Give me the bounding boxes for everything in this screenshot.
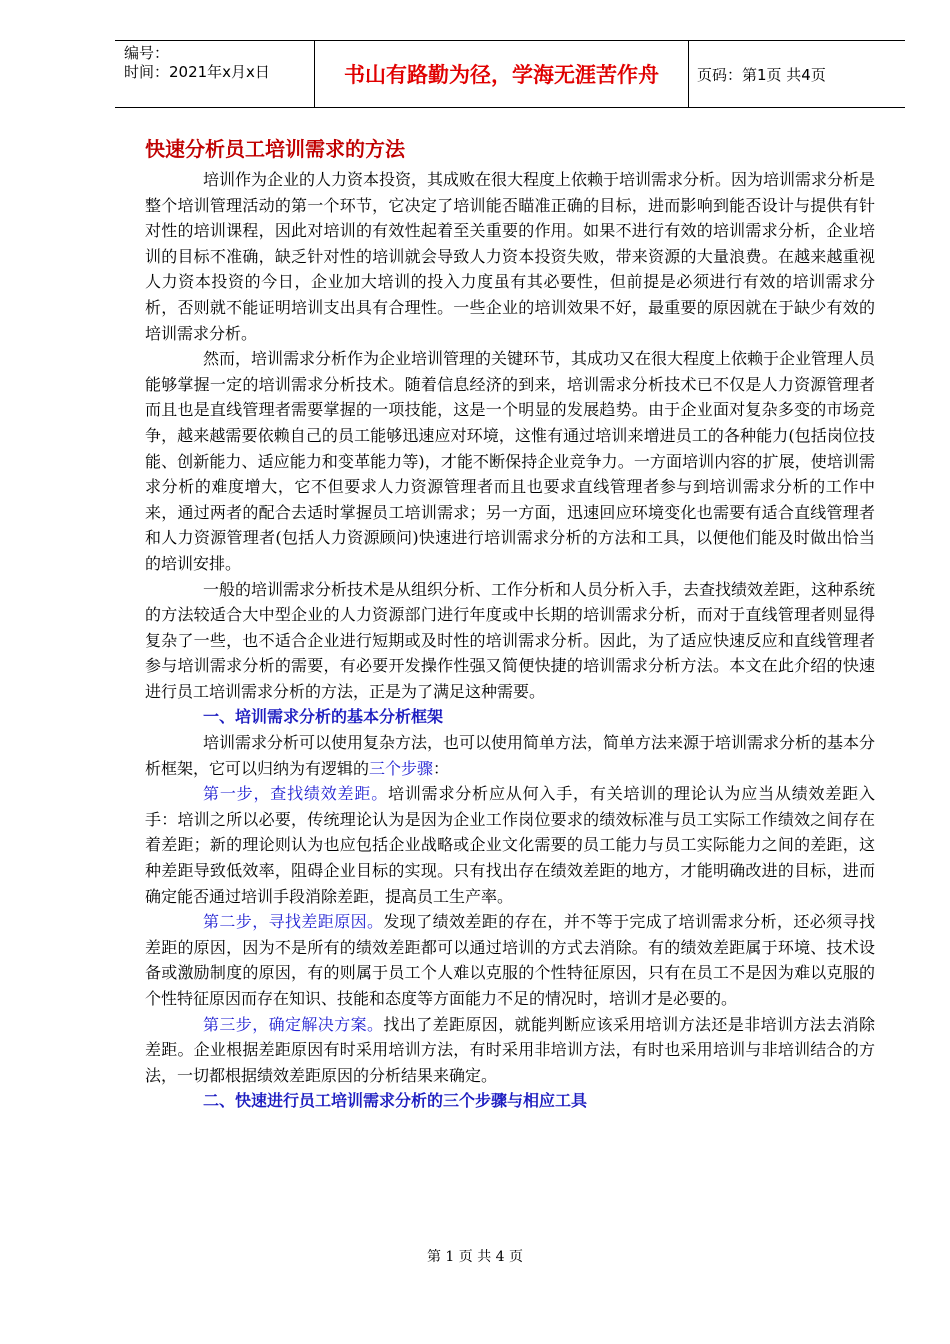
section-heading-1: 一、培训需求分析的基本分析框架 <box>203 707 444 727</box>
paragraph-4-end: ： <box>433 758 450 778</box>
paragraph-2: 然而，培训需求分析作为企业培训管理的关键环节，其成功又在很大程度上依赖于企业管理人员能够掌握一定的培训需求分析技术。随着信息经济的到来，培训需求分析技术已不仅是人力资源管理者而且也是直线管理者需要掌握的一项技能，这是一个明显的发展趋势。由于企业面对复杂多变的市场竞争，越来越需要依赖自己的员工能够迅速应对环境，这惟有通过培训来增进员工的各种能力(包括岗位技能、创新能力、适应能力和变革能力等)，才能不断保持企业竞争力。一方面培训内容的扩展，使培训需求分析的难度增大，它不但要求人力资源管理者而且也要求直线管理者参与到培训需求分析的工作中来，通过两者的配合去适时掌握员工培训需求；另一方面，迅速回应环境变化也需要有适合直线管理者和人力资源管理者(包括人力资源顾问)快速进行培训需求分析的方法和工具，以便他们能及时做出恰当的培训安排。 <box>145 349 876 573</box>
time-label: 时间：2021年x月x日 <box>124 63 270 81</box>
step-3-paragraph <box>145 1012 875 1089</box>
paragraph-3: 一般的培训需求分析技术是从组织分析、工作分析和人员分析入手，去查找绩效差距，这种系统的方法较适合大中型企业的人力资源部门进行年度或中长期的培训需求分析，而对于直线管理者则显得复杂了一些，也不适合企业进行短期或及时性的培训需求分析。因此，为了适应快速反应和直线管理者参与培训需求分析的需要，有必要开发操作性强又简便快捷的培训需求分析方法。本文在此介绍的快速进行员工培训需求分析的方法，正是为了满足这种需要。 <box>145 579 876 701</box>
three-steps-link[interactable]: 三个步骤 <box>369 758 434 778</box>
section-heading-2: 二、快速进行员工培训需求分析的三个步骤与相应工具 <box>203 1091 588 1111</box>
step-3-text: 找出了差距原因，就能判断应该采用培训方法还是非培训方法去消除差距。企业根据差距原因有时采用培训方法，有时采用非培训方法，有时也采用培训与非培训结合的方法，一切都根据绩效差距原因的分析结果来确定。 <box>145 1014 875 1085</box>
paragraph-4 <box>145 730 875 781</box>
header-table <box>115 40 905 108</box>
paragraph-4-text: 培训需求分析可以使用复杂方法，也可以使用简单方法，简单方法来源于培训需求分析的基本分析框架，它可以归纳为有逻辑的 <box>145 733 876 778</box>
step-1-text: 培训需求分析应从何入手，有关培训的理论认为应当从绩效差距入手：培训之所以必要，传统理论认为是因为企业工作岗位要求的绩效标准与员工实际工作绩效之间存在着差距；新的理论则认为也应包括企业战略或企业文化需要的员工能力与员工实际能力之间的差距，这种差距导致低效率，阻碍企业目标的实现。只有找出存在绩效差距的地方，才能明确改进的目标，进而确定能否通过培训手段消除差距，提高员工生产率。 <box>145 784 875 906</box>
step-2-text: 发现了绩效差距的存在，并不等于完成了培训需求分析，还必须寻找差距的原因，因为不是所有的绩效差距都可以通过培训的方式去消除。有的绩效差距属于环境、技术设备或激励制度的原因，有的则属于员工个人难以克服的个性特征原因，只有在员工不是因为难以克服的个性特征原因而存在知识、技能和态度等方面能力不足的情况时，培训才是必要的。 <box>145 912 875 1008</box>
page-info: 页码：第1页 共4页 <box>697 65 826 84</box>
document-title: 快速分析员工培训需求的方法 <box>145 137 405 161</box>
step-2-label: 第二步，寻找差距原因。 <box>203 912 384 932</box>
step-3-label: 第三步，确定解决方案。 <box>203 1014 384 1034</box>
motto: 书山有路勤为径，学海无涯苦作舟 <box>315 41 689 107</box>
page-footer: 第 1 页 共 4 页 <box>426 1249 524 1265</box>
document-body <box>145 134 875 1114</box>
step-1-paragraph <box>145 781 875 909</box>
paragraph-1: 培训作为企业的人力资本投资，其成败在很大程度上依赖于培训需求分析。因为培训需求分析是整个培训管理活动的第一个环节，它决定了培训能否瞄准正确的目标，进而影响到能否设计与提供有针对性的培训课程，因此对培训的有效性起着至关重要的作用。如果不进行有效的培训需求分析，企业培训的目标不准确，缺乏针对性的培训就会导致人力资本投资失败，带来资源的大量浪费。在越来越重视人力资本投资的今日，企业加大培训的投入力度虽有其必要性，但前提是必须进行有效的培训需求分析，否则就不能证明培训支出具有合理性。一些企业的培训效果不好，最重要的原因就在于缺少有效的培训需求分析。 <box>145 170 876 343</box>
step-1-label: 第一步，查找绩效差距。 <box>203 784 389 804</box>
number-label: 编号： <box>124 44 170 62</box>
step-2-paragraph <box>145 909 875 1011</box>
header-meta-cell <box>115 41 315 107</box>
